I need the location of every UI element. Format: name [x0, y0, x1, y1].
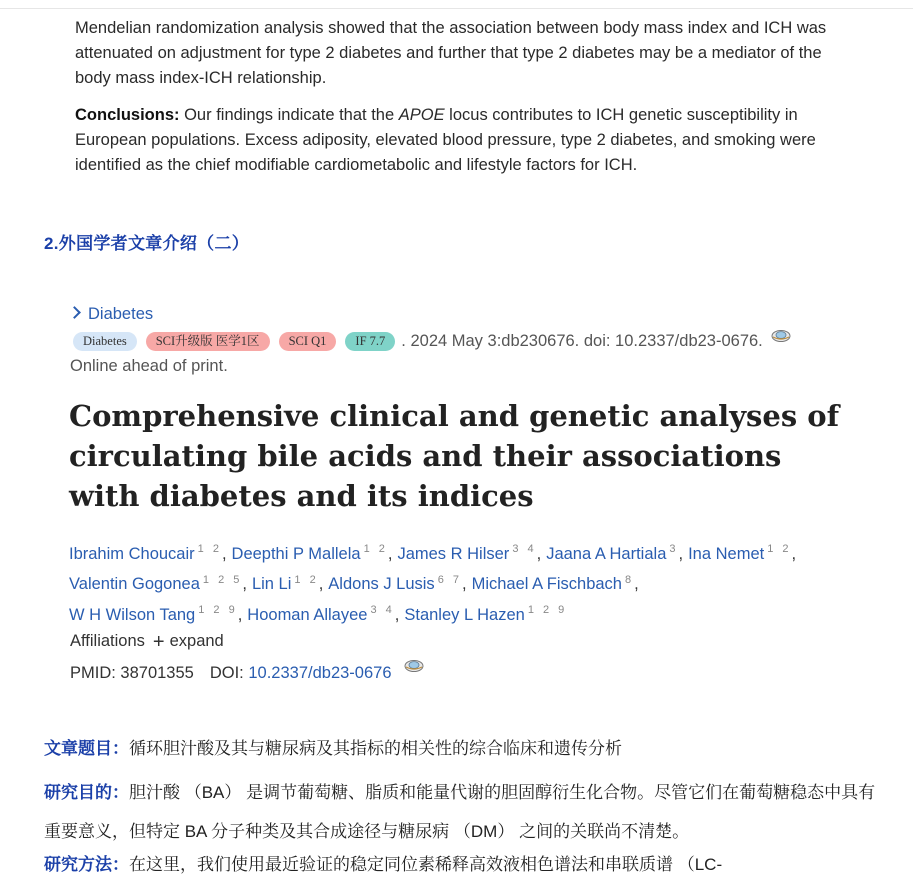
author-link[interactable]: Ina Nemet $^{1 2}$ — [688, 543, 792, 563]
sci-upgrade-tag[interactable]: SCI升级版 医学1区 — [146, 332, 270, 351]
purpose-text: 胆汁酸 （BA） 是调节葡萄糖、脂质和能量代谢的胆固醇衍生化合物。尽管它们在葡萄糖稳态中具有重要意义，但特定 BA 分子种类及其合成途径与糖尿病 （DM） 之间的关联尚不清楚。 — [44, 783, 876, 841]
journal-tag[interactable]: Diabetes — [73, 332, 137, 351]
journal-link[interactable]: Diabetes — [70, 305, 153, 324]
sci-quartile-tag[interactable]: SCI Q1 — [279, 332, 337, 351]
doi-lookup-icon[interactable] — [404, 658, 424, 671]
gene-name: APOE — [398, 106, 445, 124]
plus-icon: + — [152, 631, 165, 653]
conclusions-label: Conclusions: — [75, 106, 180, 124]
top-divider — [0, 8, 913, 9]
doi-lookup-icon[interactable] — [771, 329, 791, 342]
abstract-excerpt — [75, 16, 855, 178]
identifier-row — [70, 664, 424, 683]
impact-factor-tag[interactable]: IF 7.7 — [345, 332, 395, 351]
author-link[interactable]: James R Hilser $^{3 4}$ — [397, 543, 537, 563]
citation-row — [73, 330, 791, 352]
author-link[interactable]: Valentin Gogonea $^{1 2 5}$ — [69, 573, 243, 593]
author-link[interactable]: Lin Li $^{1 2}$ — [251, 573, 319, 593]
title-text: 循环胆汁酸及其与糖尿病及其指标的相关性的综合临床和遗传分析 — [129, 739, 622, 758]
chinese-methods — [44, 850, 884, 880]
chevron-right-icon — [68, 306, 81, 319]
methods-text: 在这里，我们使用最近验证的稳定同位素稀释高效液相色谱法和串联质谱 （LC- — [129, 855, 723, 874]
chinese-purpose — [44, 773, 884, 851]
doi-label: DOI: — [209, 664, 244, 682]
author-link[interactable]: Jaana A Hartiala $^3$ — [546, 543, 679, 563]
chinese-title-line — [44, 734, 884, 764]
affiliations-toggle[interactable]: Affiliations + expand — [70, 631, 224, 653]
expand-label: expand — [169, 632, 224, 650]
author-link[interactable]: W H Wilson Tang $^{1 2 9}$ — [69, 604, 238, 624]
abstract-results-tail: Mendelian randomization analysis showed that the association between body mass index and ICH was attenuated on adjustment for type 2 diabetes and further that type 2 diabetes may be a mediator of the body mass index-ICH relationship. — [75, 19, 827, 87]
citation-text: . 2024 May 3:db230676. doi: 10.2337/db23-0676. — [401, 331, 763, 350]
section-heading: 2.外国学者文章介绍（二） — [44, 234, 250, 253]
pmid: PMID: 38701355 — [70, 664, 194, 682]
methods-label: 研究方法： — [44, 855, 129, 874]
author-link[interactable]: Aldons J Lusis $^{6 7}$ — [328, 573, 462, 593]
author-link[interactable]: Ibrahim Choucair $^{1 2}$ — [69, 543, 222, 563]
author-list: Ibrahim Choucair $^{1 2}$, Deepthi P Mallela $^{1 2}$, James R Hilser $^{3 4}$, Jaana A Hartiala $^3$, Ina Nemet $^{1 2}$, Valentin Gogonea $^{1 2 5}$, Lin Li $^{1 2}$, Aldons J Lusis $^{6 7}$, Michael A Fischbach $^8$, W H Wilson Tang $^{1 2 9}$, Hooman Allayee $^{3 4}$, Stanley L Hazen $^{1 2 9}$ — [69, 543, 797, 624]
online-ahead-note: Online ahead of print. — [70, 357, 228, 375]
abstract-conclusions: Conclusions: Our findings indicate that the APOE locus contributes to ICH genetic susceptibility in European populations. Excess adiposity, elevated blood pressure, type 2 diabetes, and smoking were identified as the chief modifiable cardiometabolic and lifestyle factors for ICH. — [75, 106, 816, 174]
purpose-label: 研究目的： — [44, 783, 129, 802]
author-link[interactable]: Hooman Allayee $^{3 4}$ — [247, 604, 395, 624]
doi-link[interactable]: 10.2337/db23-0676 — [248, 664, 392, 682]
title-label: 文章题目： — [44, 739, 129, 758]
author-link[interactable]: Deepthi P Mallela $^{1 2}$ — [231, 543, 388, 563]
author-link[interactable]: Stanley L Hazen $^{1 2 9}$ — [404, 604, 568, 624]
article-title: Comprehensive clinical and genetic analyses of circulating bile acids and their associations with diabetes and its indices — [69, 399, 840, 513]
author-link[interactable]: Michael A Fischbach $^8$ — [471, 573, 635, 593]
